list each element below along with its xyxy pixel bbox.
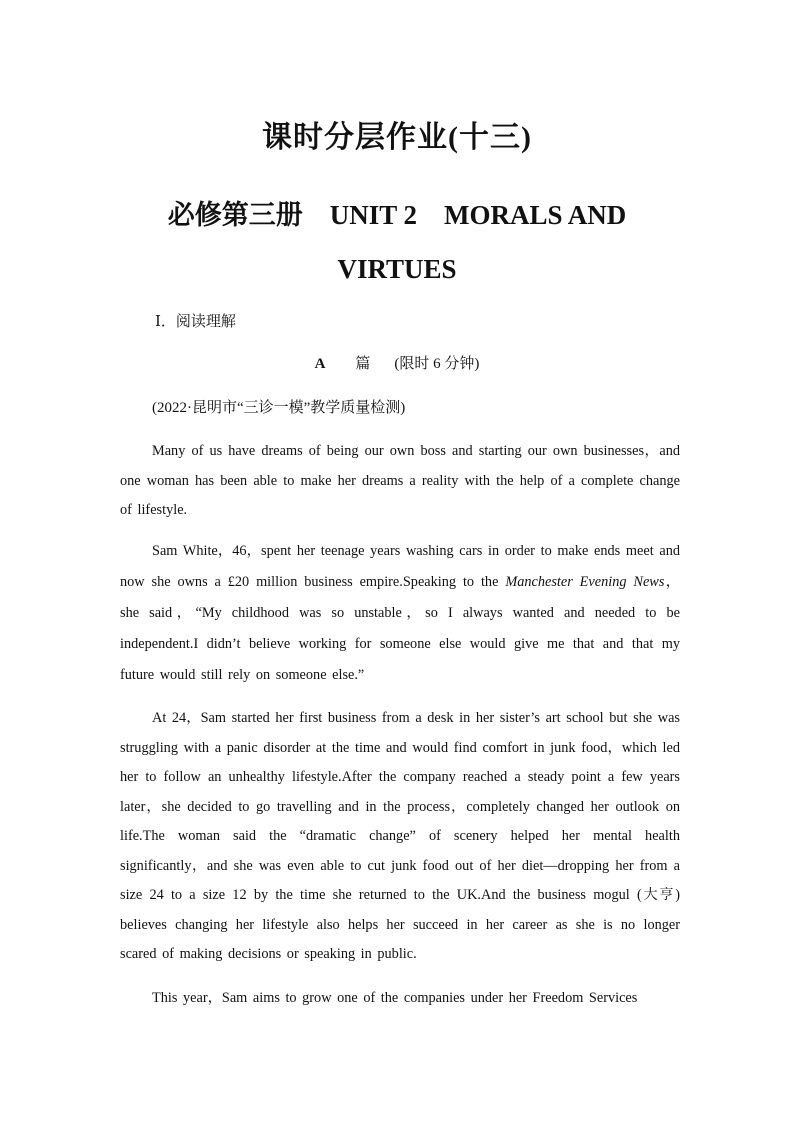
paragraph-2-text-a: Sam White，46，spent her teenage years washing cars in order to make ends meet and now she owns a £20 million business empire.Speaking to the xyxy=(120,543,680,590)
paragraph-1-text: Many of us have dreams of being our own boss and starting our own businesses，and one woman has been able to make her dreams a reality with the help of a complete change of lifestyle. xyxy=(120,443,680,518)
paragraph-1 xyxy=(120,437,680,526)
newspaper-name: Manchester Evening News xyxy=(505,574,665,590)
unit-subtitle xyxy=(0,188,794,296)
page-title: 课时分层作业(十三) xyxy=(262,121,532,154)
passage-source: (2022·昆明市“三诊一模”教学质量检测) xyxy=(152,400,406,416)
part-heading xyxy=(0,352,794,373)
part-word: 篇 xyxy=(355,356,371,372)
subtitle-line-1: 必修第三册 UNIT 2 MORALS AND xyxy=(167,200,627,230)
paragraph-4-text: This year，Sam aims to grow one of the companies under her Freedom Services xyxy=(152,990,638,1006)
paragraph-2-text-b: ，she said，“My childhood was so unstable，so I always wanted and needed to be independent.I didn’t believe working for someone else would give me that and that my future would still rely on someone else.” xyxy=(120,574,681,683)
paragraph-3-text: At 24，Sam started her first business from a desk in her sister’s art school but she was struggling with a panic disorder at the time and would find comfort in junk food，which led her to follow an unhealthy lifestyle.After the company reached a steady point a few years later，she decided to go travelling and in the process，completely changed her outlook on life.The woman said the “dramatic change” of scenery helped her mental health significantly，and she was even able to cut junk food out of her diet—dropping her from a size 24 to a size 12 by the time she returned to the UK.And the business mogul (大亨) believes changing her lifestyle also helps her succeed in her career as she is no longer scared of making decisions or speaking in public. xyxy=(120,710,680,962)
paragraph-4 xyxy=(120,984,680,1014)
subtitle-line-2: VIRTUES xyxy=(337,254,457,284)
paragraph-3 xyxy=(120,704,680,970)
part-label: A xyxy=(314,356,326,372)
paragraph-2 xyxy=(120,536,680,691)
time-limit: (限时 6 分钟) xyxy=(394,356,480,372)
section-heading: Ⅰ．阅读理解 xyxy=(155,314,236,330)
